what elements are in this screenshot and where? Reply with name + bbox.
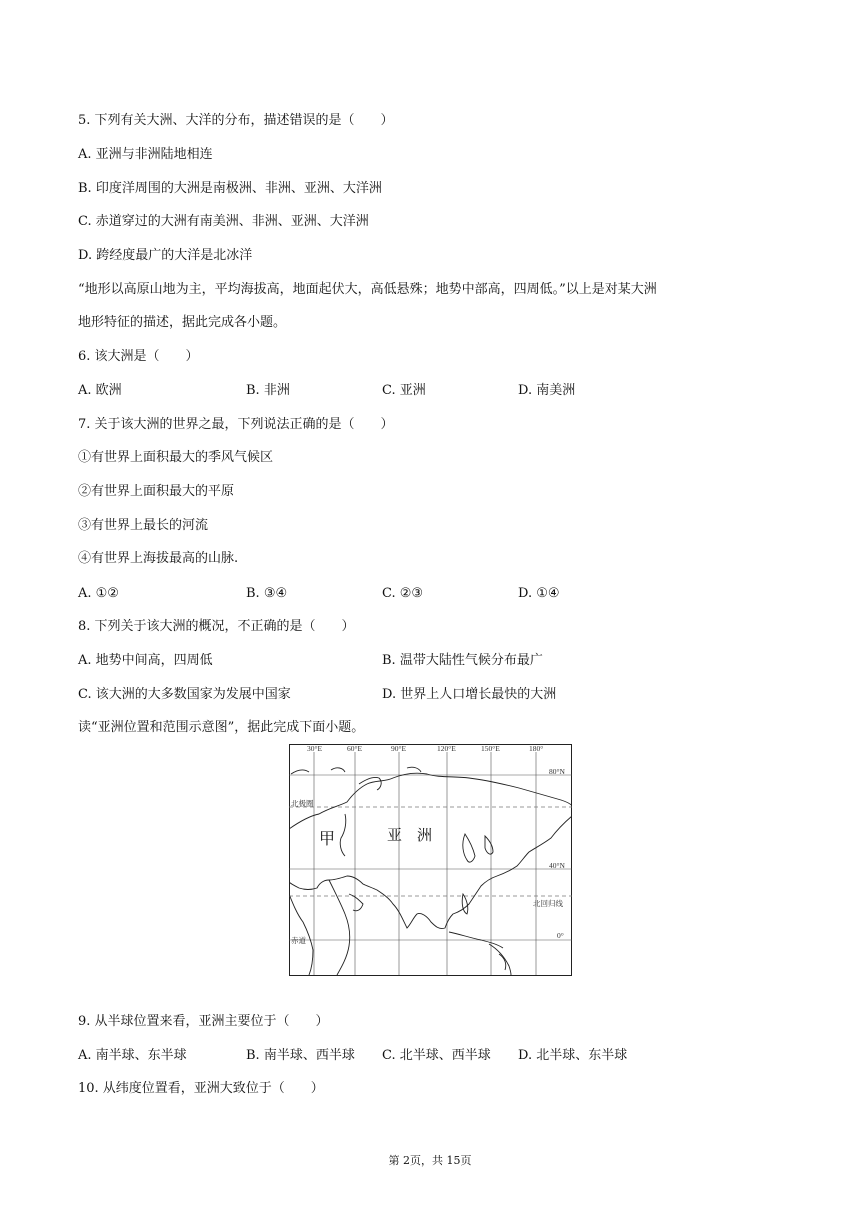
q7-stem: 7. 关于该大洲的世界之最，下列说法正确的是（ ） xyxy=(78,417,394,432)
asia-location-map xyxy=(289,744,572,976)
q8-option-b: B. 温带大陆性气候分布最广 xyxy=(382,653,543,668)
q5-stem: 5. 下列有关大洲、大洋的分布，描述错误的是（ ） xyxy=(78,113,394,128)
q7-option-a: A. ①② xyxy=(78,586,119,601)
q6-option-c: C. 亚洲 xyxy=(382,383,426,398)
q5-option-a: A. 亚洲与非洲陆地相连 xyxy=(78,147,213,162)
lon-label-60: 60°E xyxy=(347,744,363,753)
lat-label-0: 0° xyxy=(557,931,564,940)
lat-label-80n: 80°N xyxy=(549,767,565,776)
q5-option-b: B. 印度洋周围的大洲是南极洲、非洲、亚洲、大洋洲 xyxy=(78,181,382,196)
q7-statement-4: ④有世界上海拔最高的山脉. xyxy=(78,551,239,566)
q10-stem: 10. 从纬度位置看，亚洲大致位于（ ） xyxy=(78,1081,324,1096)
lon-label-150: 150°E xyxy=(481,744,500,753)
q8-option-d: D. 世界上人口增长最快的大洲 xyxy=(382,687,557,702)
q8-option-a: A. 地势中间高，四周低 xyxy=(78,653,213,668)
q6-option-a: A. 欧洲 xyxy=(78,383,122,398)
lat-label-40n: 40°N xyxy=(549,861,565,870)
passage-line-1: “地形以高原山地为主，平均海拔高，地面起伏大，高低悬殊；地势中部高，四周低。”以上是对某大洲 xyxy=(78,282,657,297)
q7-statement-2: ②有世界上面积最大的平原 xyxy=(78,484,235,499)
q9-stem: 9. 从半球位置来看，亚洲主要位于（ ） xyxy=(78,1014,329,1029)
arctic-circle-label: 北极圈 xyxy=(291,799,314,808)
q9-option-d: D. 北半球、东半球 xyxy=(518,1048,628,1063)
lon-label-30: 30°E xyxy=(307,744,323,753)
q9-option-a: A. 南半球、东半球 xyxy=(78,1048,187,1063)
q7-statement-1: ①有世界上面积最大的季风气候区 xyxy=(78,450,274,465)
q5-option-d: D. 跨经度最广的大洋是北冰洋 xyxy=(78,248,253,263)
equator-label: 赤道 xyxy=(291,936,306,945)
map-frame xyxy=(290,745,572,976)
label-jia: 甲 xyxy=(319,829,336,848)
q9-option-b: B. 南半球、西半球 xyxy=(246,1048,355,1063)
q7-option-b: B. ③④ xyxy=(246,586,288,601)
q6-option-b: B. 非洲 xyxy=(246,383,290,398)
q6-stem: 6. 该大洲是（ ） xyxy=(78,349,199,364)
q8-option-c: C. 该大洲的大多数国家为发展中国家 xyxy=(78,687,291,702)
q9-option-c: C. 北半球、西半球 xyxy=(382,1048,491,1063)
q6-option-d: D. 南美洲 xyxy=(518,383,576,398)
q7-option-d: D. ①④ xyxy=(518,586,560,601)
lon-label-120: 120°E xyxy=(437,744,456,753)
q5-option-c: C. 赤道穿过的大洲有南美洲、非洲、亚洲、大洋洲 xyxy=(78,214,369,229)
map-intro: 读“亚洲位置和范围示意图”，据此完成下面小题。 xyxy=(78,720,365,735)
tropic-label: 北回归线 xyxy=(533,899,563,908)
q8-stem: 8. 下列关于该大洲的概况，不正确的是（ ） xyxy=(78,619,355,634)
q7-option-c: C. ②③ xyxy=(382,586,424,601)
passage-line-2: 地形特征的描述，据此完成各小题。 xyxy=(78,315,287,330)
lon-label-180: 180° xyxy=(529,744,544,753)
q7-statement-3: ③有世界上最长的河流 xyxy=(78,518,209,533)
lon-label-90: 90°E xyxy=(391,744,407,753)
page-footer: 第 2页，共 15页 xyxy=(388,1154,472,1167)
label-asia: 亚 洲 xyxy=(387,826,433,844)
